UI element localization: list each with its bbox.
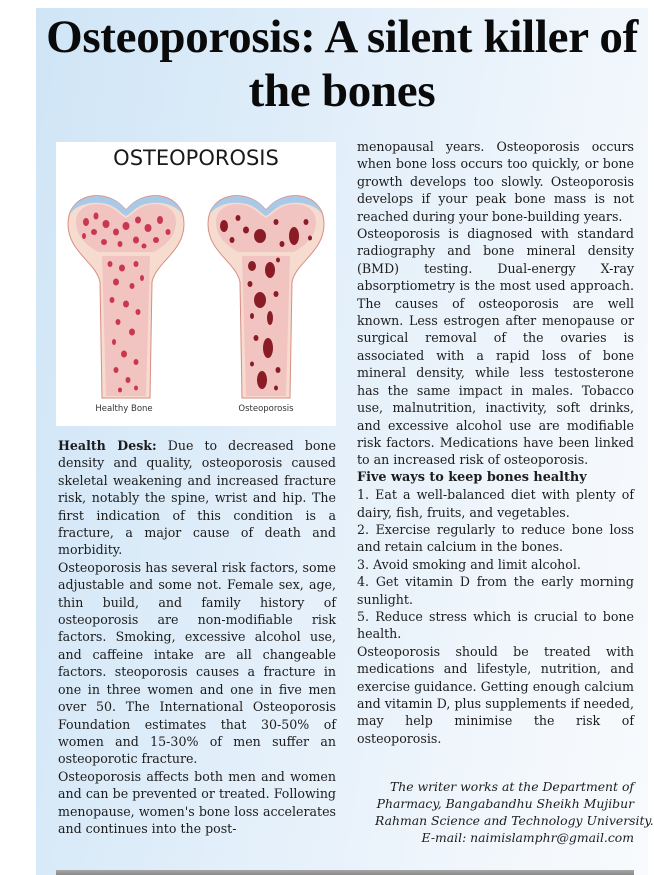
credit-line: Rahman Science and Technology University. xyxy=(375,813,654,828)
risk-factors-paragraph: Osteoporosis has several risk factors, some adjustable and some not. Female sex, age, thin build, and family history of osteoporosis are non-modifiable risk factors. Smoking, excessive alcohol use, and caffeine intake are all changeable factors. steoporosis causes a fracture in one in three women and one in five men over 50. The International Osteoporosis Foundation estimates that 30-50% of women and 15-30% of men suffer an osteoporotic fracture. xyxy=(58,559,336,767)
article-column-left xyxy=(58,437,336,837)
article-column-right xyxy=(357,138,634,747)
bone-diagram xyxy=(56,142,336,426)
osteoporosis-bone-graphic xyxy=(208,196,324,398)
section-label: Health Desk: xyxy=(58,438,157,453)
osteoporosis-illustration xyxy=(56,142,336,426)
article-headline: Osteoporosis: A silent killer of the bones xyxy=(46,11,638,117)
intro-paragraph xyxy=(58,437,336,559)
closing-paragraph: Osteoporosis should be treated with medications and lifestyle, nutrition, and exercise guidance. Getting enough calcium and vitamin D, plus supplements if needed, may help minimise the risk of osteoporosis. xyxy=(357,643,634,746)
osteoporosis-caption: Osteoporosis xyxy=(238,404,294,414)
credit-line: Pharmacy, Bangabandhu Sheikh Mujibur xyxy=(376,796,634,811)
illustration-title: OSTEOPOROSIS xyxy=(113,146,279,170)
menopause-paragraph: menopausal years. Osteoporosis occurs when bone loss occurs too quickly, or bone growth develops too slowly. Osteoporosis develops if your peak bone mass is not reached during your bone-building years. xyxy=(357,139,634,224)
tips-heading: Five ways to keep bones healthy xyxy=(357,469,587,485)
tip-item: 4. Get vitamin D from the early morning sunlight. xyxy=(357,574,634,607)
credit-line: The writer works at the Department of xyxy=(389,779,634,794)
tip-item: 2. Exercise regularly to reduce bone loss and retain calcium in the bones. xyxy=(357,521,634,555)
intro-text: Due to decreased bone density and quality, osteoporosis caused skeletal weakening and increased fracture risk, notably the spine, wrist and hip. The first indication of this condition is a fracture, a major cause of death and morbidity. xyxy=(58,438,336,558)
tip-item: 3. Avoid smoking and limit alcohol. xyxy=(357,556,581,572)
bottom-divider xyxy=(56,870,634,875)
tip-item: 1. Eat a well-balanced diet with plenty of dairy, fish, fruits, and vegetables. xyxy=(357,487,634,520)
author-credit xyxy=(375,778,654,846)
diagnosis-paragraph: Osteoporosis is diagnosed with standard radiography and bone mineral density (BMD) testing. Dual-energy X-ray absorptiometry is the most used approach. The causes of osteoporosis are well known. Less estrogen after menopause or surgical removal of the ovaries is associated with a rapid loss of bone mineral density, while less testosterone has the same impact in males. Tobacco use, malnutrition, inactivity, soft drinks, and excessive alcohol use are modifiable risk factors. Medications have been linked to an increased risk of osteoporosis. xyxy=(357,226,634,468)
tip-item: 5. Reduce stress which is crucial to bone health. xyxy=(357,608,634,642)
author-email: E-mail: naimislamphr@gmail.com xyxy=(421,830,634,845)
healthy-bone-caption: Healthy Bone xyxy=(95,404,153,414)
prevention-paragraph: Osteoporosis affects both men and women and can be prevented or treated. Following menopause, women's bone loss accelerates and continues into the post- xyxy=(58,768,336,836)
healthy-bone-graphic xyxy=(68,196,184,398)
